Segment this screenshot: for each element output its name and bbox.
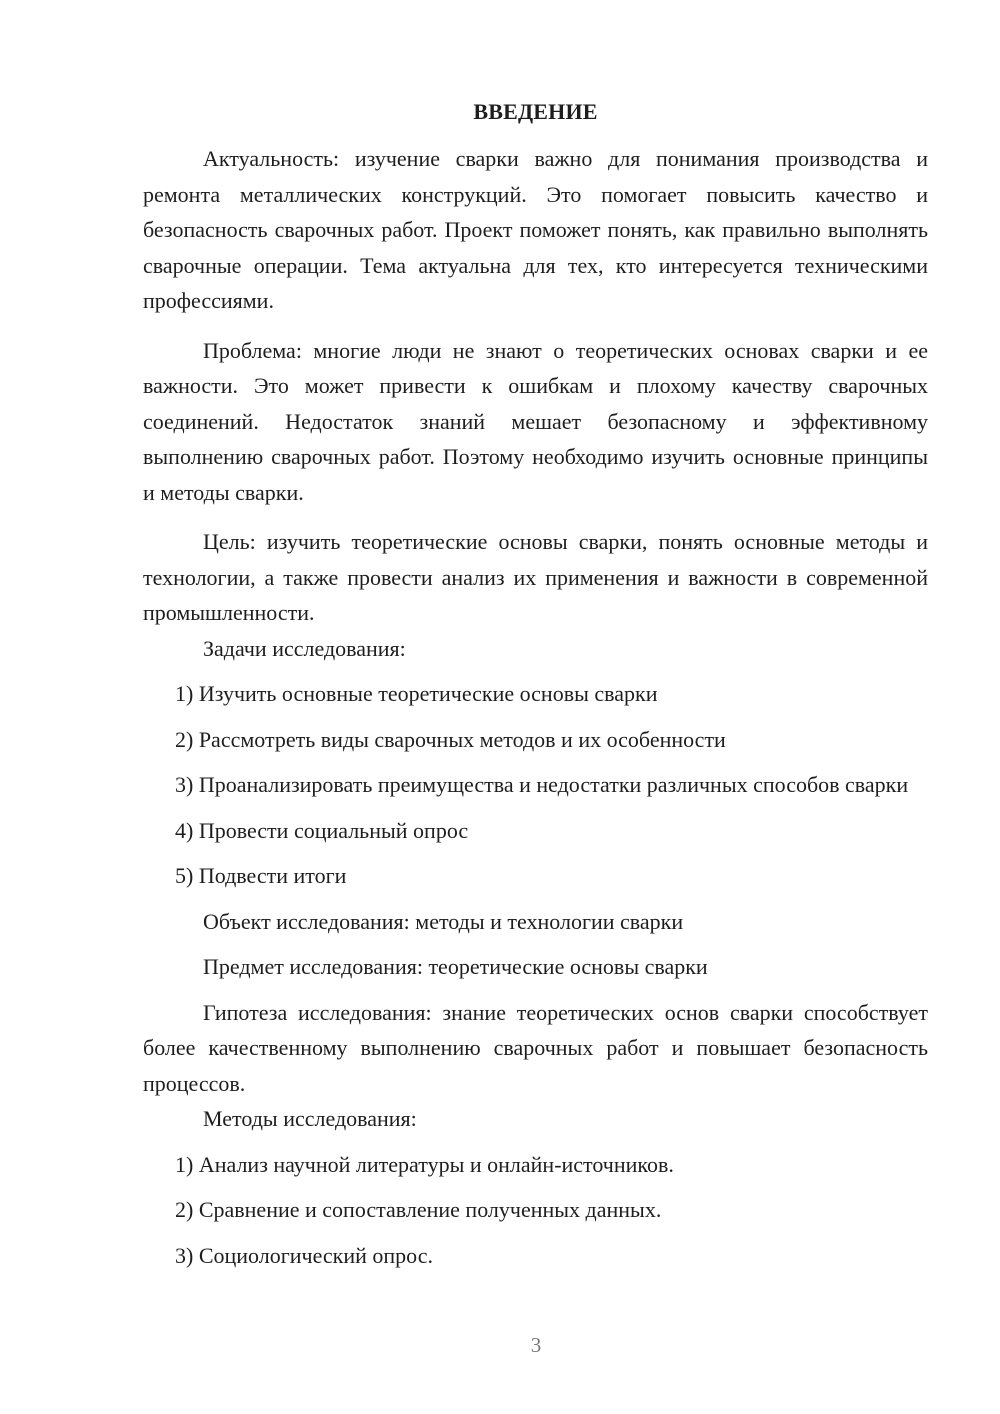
method-item: 1) Анализ научной литературы и онлайн-источников. [175,1151,674,1177]
problem-paragraph: Проблема: многие люди не знают о теоретических основах сварки и ее важности. Это может привести к ошибкам и плохому качеству сварочных соединений. Недостаток знаний мешает безопасному и эффективному выполнению сварочных работ. Поэтому необходимо изучить основные принципы и методы сварки. [143,337,928,505]
page-number: 3 [530,1333,542,1357]
task-item: 1) Изучить основные теоретические основы сварки [175,681,658,706]
task-item: 3) Проанализировать преимущества и недостатки различных способов сварки [175,772,909,797]
method-item: 2) Сравнение и сопоставление полученных данных. [175,1197,662,1222]
tasks-heading: Задачи исследования: [203,635,406,661]
tasks-list [143,676,928,894]
methods-list [143,1147,928,1274]
relevance-paragraph: Актуальность: изучение сварки важно для понимания производства и ремонта металлических конструкций. Это помогает повысить качество и безопасность сварочных работ. Проект поможет понять, как правильно выполнять сварочные операции. Тема актуальна для тех, кто интересуется техническими профессиями. [143,146,928,313]
research-object: Объект исследования: методы и технологии сварки [203,908,684,934]
hypothesis-paragraph: Гипотеза исследования: знание теоретических основ сварки способствует более качественному выполнению сварочных работ и повышает безопасность процессов. [143,999,928,1096]
methods-heading: Методы исследования: [203,1106,417,1131]
task-item: 5) Подвести итоги [175,863,347,888]
page-content [143,94,928,1273]
method-item: 3) Социологический опрос. [175,1242,433,1268]
task-item: 4) Провести социальный опрос [175,817,469,843]
task-item: 2) Рассмотреть виды сварочных методов и их особенности [175,726,726,752]
research-subject: Предмет исследования: теоретические основы сварки [203,954,708,979]
page-title: ВВЕДЕНИЕ [473,99,598,124]
goal-paragraph: Цель: изучить теоретические основы сварки, понять основные методы и технологии, а также провести анализ их применения и важности в современной промышленности. [143,529,928,625]
